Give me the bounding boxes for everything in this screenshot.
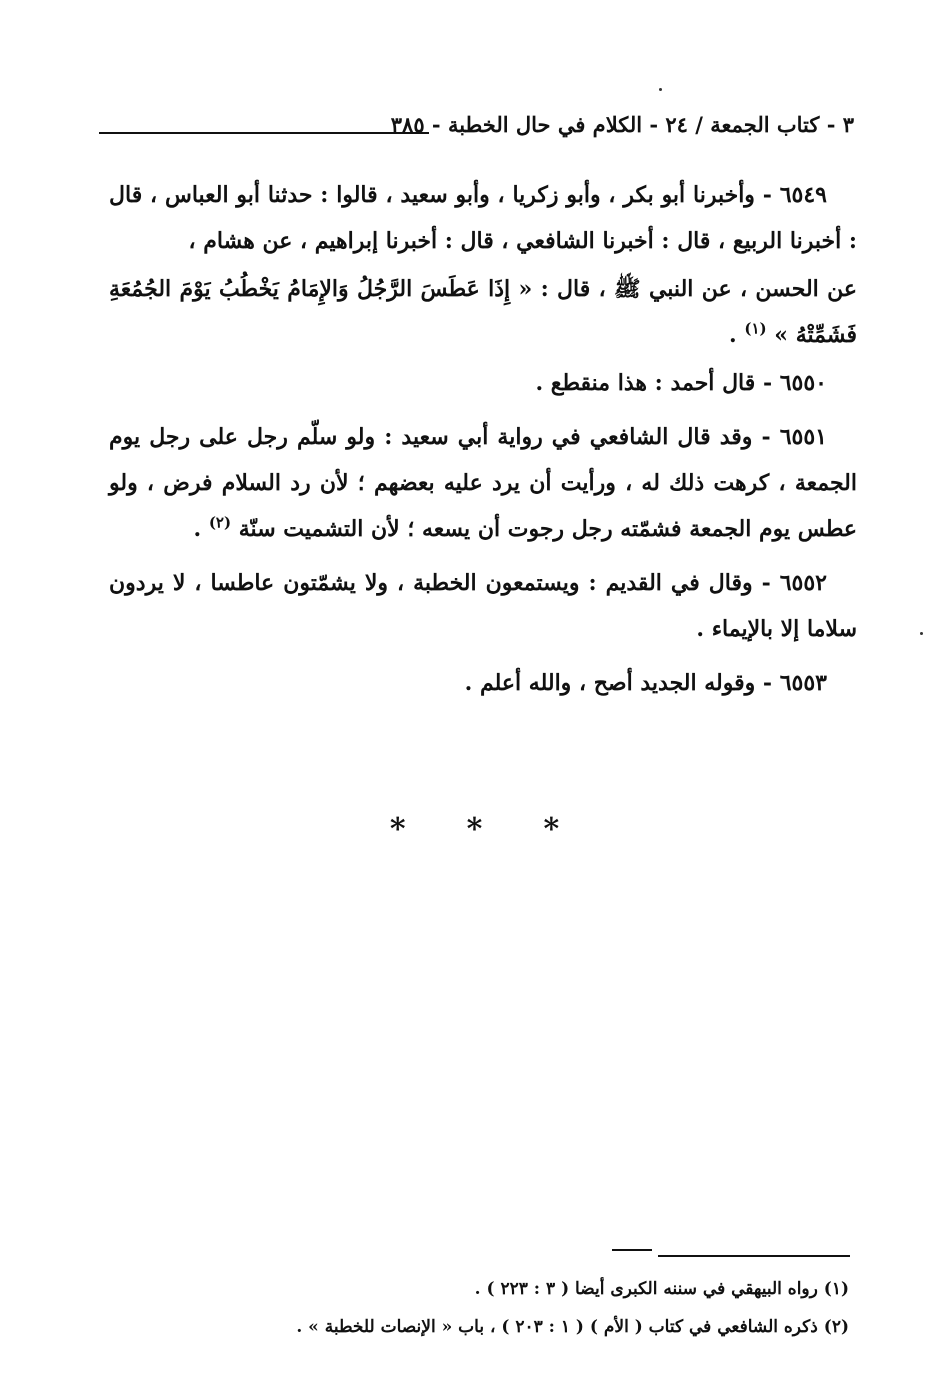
scan-speck (920, 632, 923, 635)
separator-asterisk: * (389, 812, 406, 847)
paragraph-6550: ٦٥٥٠ - قال أحمد : هذا منقطع . (535, 370, 827, 396)
scan-speck (659, 88, 662, 91)
hadith-end: . (728, 322, 737, 348)
hadith-text: عن الحسن ، عن النبي ﷺ ، قال : « إِذَا عَطَسَ الرَّجُلُ وَالإِمَامُ يَخْطُبُ يَوْمَ الجُمُعَةِ فَشَمِّتْهُ » (109, 276, 857, 348)
footnote-rule-short (612, 1249, 652, 1251)
main-text (109, 172, 857, 714)
footnote-1: (١) رواه البيهقي في سننه الكبرى أيضا ( ٣ : ٢٢٣ ) . (474, 1279, 849, 1299)
paragraph-6551-text: ٦٥٥١ - وقد قال الشافعي في رواية أبي سعيد : ولو سلّم رجل على رجل يوم الجمعة ، كرهت ذلك له ، ورأيت أن يرد عليه بعضهم ؛ لأن رد السلام فرض ، ولو عطس يوم الجمعة فشمّته رجل رجوت أن يسعه ؛ لأن التشميت سنّة (109, 424, 857, 542)
footnote-ref-2: (٢) (208, 513, 232, 532)
running-header (99, 108, 854, 142)
separator-asterisk: * (466, 812, 483, 847)
paragraph-hadith (109, 266, 857, 358)
footnote-ref-1: (١) (744, 319, 767, 338)
footnote-rule (658, 1255, 850, 1257)
paragraph-6552: ٦٥٥٢ - وقال في القديم : ويستمعون الخطبة ، ولا يشمّتون عاطسا ، لا يردون سلاما إلا بالإيماء . (109, 570, 857, 642)
paragraph-6551 (109, 414, 857, 552)
header-rule (99, 132, 429, 134)
running-title: ٣ - كتاب الجمعة / ٢٤ - الكلام في حال الخطبة - ٣٨٥ (390, 112, 854, 137)
footnote-2: (٢) ذكره الشافعي في كتاب ( الأم ) ( ١ : ٢٠٣ ) ، باب « الإنصات للخطبة » . (296, 1317, 849, 1337)
separator-asterisk: * (543, 812, 560, 847)
footnotes (109, 1270, 849, 1346)
paragraph-6551-end: . (193, 516, 202, 542)
section-separator (0, 812, 949, 847)
paragraph-6549: ٦٥٤٩ - وأخبرنا أبو بكر ، وأبو زكريا ، وأبو سعيد ، قالوا : حدثنا أبو العباس ، قال : أخبرنا الربيع ، قال : أخبرنا الشافعي ، قال : أخبرنا إبراهيم ، عن هشام ، (109, 182, 857, 254)
paragraph-6553: ٦٥٥٣ - وقوله الجديد أصح ، والله أعلم . (464, 670, 827, 696)
